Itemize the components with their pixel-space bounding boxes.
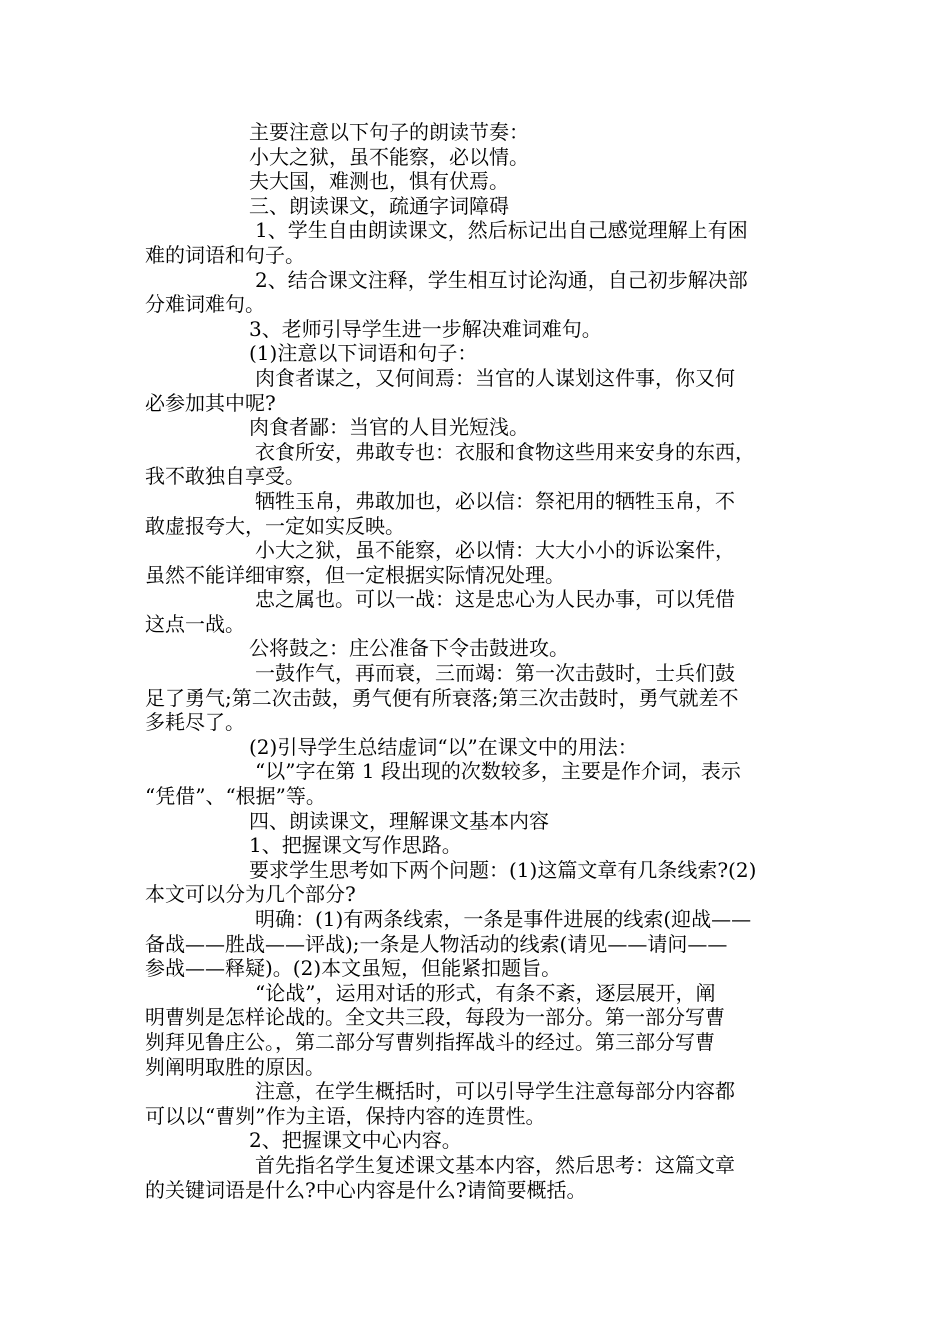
text-line: 敢虚报夸大，一定如实反映。 <box>145 513 405 538</box>
text-line: 小大之狱，虽不能察，必以情：大大小小的诉讼案件， <box>255 538 735 563</box>
text-line: 2、结合课文注释，学生相互讨论沟通，自己初步解决部 <box>255 267 748 292</box>
text-line: 难的词语和句子。 <box>145 242 305 267</box>
text-line: (2)引导学生总结虚词“以”在课文中的用法： <box>249 734 638 759</box>
text-line: 备战——胜战——评战);一条是人物活动的线索(请见——请问—— <box>145 931 728 956</box>
text-line: 注意，在学生概括时，可以引导学生注意每部分内容都 <box>255 1079 735 1104</box>
text-line: 三、朗读课文，疏通字词障碍 <box>249 193 509 218</box>
text-line: “论战”，运用对话的形式，有条不紊，逐层展开，阐 <box>255 980 716 1005</box>
text-line: 衣食所安，弗敢专也：衣服和食物这些用来安身的东西， <box>255 439 755 464</box>
text-line: 1、学生自由朗读课文，然后标记出自己感觉理解上有困 <box>255 218 748 243</box>
text-line: 3、老师引导学生进一步解决难词难句。 <box>249 316 602 341</box>
text-line: 必参加其中呢? <box>145 390 276 415</box>
text-line: 多耗尽了。 <box>145 710 245 735</box>
document-body <box>145 120 809 1202</box>
text-line: 主要注意以下句子的朗读节奏： <box>249 120 529 144</box>
text-line: 本文可以分为几个部分? <box>145 882 356 907</box>
text-line: “以”字在第 1 段出现的次数较多，主要是作介词，表示 <box>255 759 741 784</box>
text-line: 四、朗读课文，理解课文基本内容 <box>249 808 549 833</box>
text-line: 公将鼓之：庄公准备下令击鼓进攻。 <box>249 636 569 661</box>
text-line: 这点一战。 <box>145 611 245 636</box>
text-line: 首先指名学生复述课文基本内容，然后思考：这篇文章 <box>255 1152 735 1177</box>
text-line: 可以以“曹刿”作为主语，保持内容的连贯性。 <box>145 1103 546 1128</box>
text-line: 1、把握课文写作思路。 <box>249 833 462 858</box>
text-line: (1)注意以下词语和句子： <box>249 341 478 366</box>
text-line: 一鼓作气，再而衰，三而竭：第一次击鼓时，士兵们鼓 <box>255 661 735 686</box>
text-line: 刿阐明取胜的原因。 <box>145 1054 325 1079</box>
text-line: 肉食者谋之，又何间焉：当官的人谋划这件事，你又何 <box>255 365 735 390</box>
text-line: 我不敢独自享受。 <box>145 464 305 489</box>
text-line: 2、把握课文中心内容。 <box>249 1128 462 1153</box>
text-line: “凭借”、“根据”等。 <box>145 784 326 809</box>
text-line: 参战——释疑)。(2)本文虽短，但能紧扣题旨。 <box>145 956 562 981</box>
text-line: 小大之狱，虽不能察，必以情。 <box>249 144 529 169</box>
text-line: 虽然不能详细审察，但一定根据实际情况处理。 <box>145 562 565 587</box>
text-line: 明确：(1)有两条线索，一条是事件进展的线索(迎战—— <box>255 907 752 931</box>
text-line: 牺牲玉帛，弗敢加也，必以信：祭祀用的牺牲玉帛，不 <box>255 488 735 513</box>
text-line: 肉食者鄙：当官的人目光短浅。 <box>249 415 529 440</box>
text-line: 刿拜见鲁庄公。，第二部分写曹刿指挥战斗的经过。第三部分写曹 <box>145 1029 715 1054</box>
text-line: 明曹刿是怎样论战的。全文共三段，每段为一部分。第一部分写曹 <box>145 1005 725 1030</box>
text-line: 足了勇气;第二次击鼓，勇气便有所衰落;第三次击鼓时，勇气就差不 <box>145 685 739 710</box>
text-line: 夫大国，难测也，惧有伏焉。 <box>249 169 509 194</box>
text-line: 要求学生思考如下两个问题：(1)这篇文章有几条线索?(2) <box>249 857 757 882</box>
text-line: 的关键词语是什么?中心内容是什么?请简要概括。 <box>145 1177 587 1202</box>
text-line: 分难词难句。 <box>145 292 265 317</box>
text-line: 忠之属也。可以一战：这是忠心为人民办事，可以凭借 <box>255 587 735 612</box>
